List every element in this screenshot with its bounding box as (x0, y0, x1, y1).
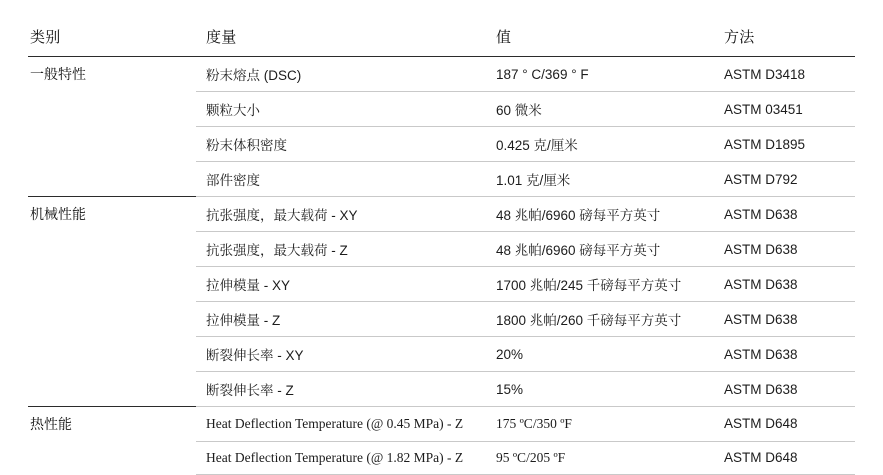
cell-measure: Heat Deflection Temperature (@ 1.82 MPa) - Z (196, 441, 486, 474)
cell-value: 95 ºC/205 ºF (486, 441, 714, 474)
cell-category (28, 337, 196, 372)
cell-method: ASTM D638 (714, 337, 855, 372)
column-header-category: 类别 (30, 29, 61, 46)
table-row (28, 302, 855, 337)
cell-measure: 粉末体积密度 (196, 127, 486, 162)
cell-measure: Heat Deflection Temperature (@ 0.45 MPa) - Z (196, 407, 486, 442)
cell-method: ASTM D638 (714, 302, 855, 337)
cell-method: ASTM 03451 (714, 92, 855, 127)
cell-value: 175 ºC/350 ºF (486, 407, 714, 442)
cell-method: ASTM D638 (714, 372, 855, 407)
cell-category (28, 267, 196, 302)
table-row (28, 372, 855, 407)
cell-method: ASTM D792 (714, 162, 855, 197)
table-row (28, 92, 855, 127)
cell-value: 1.01 克/厘米 (486, 162, 714, 197)
cell-measure: 粉末熔点 (DSC) (196, 57, 486, 92)
table-body (28, 57, 855, 475)
table-row (28, 127, 855, 162)
cell-category (28, 232, 196, 267)
cell-value: 1800 兆帕/260 千磅每平方英寸 (486, 302, 714, 337)
cell-method: ASTM D3418 (714, 57, 855, 92)
cell-value: 20% (486, 337, 714, 372)
cell-measure: 拉伸模量 - XY (196, 267, 486, 302)
table-header-row (28, 26, 855, 57)
cell-measure: 颗粒大小 (196, 92, 486, 127)
cell-value: 1700 兆帕/245 千磅每平方英寸 (486, 267, 714, 302)
cell-category (28, 127, 196, 162)
cell-category: 机械性能 (28, 197, 196, 232)
cell-value: 0.425 克/厘米 (486, 127, 714, 162)
table-row (28, 162, 855, 197)
table-row (28, 337, 855, 372)
table-header (28, 26, 855, 57)
cell-method: ASTM D638 (714, 267, 855, 302)
cell-category: 热性能 (28, 407, 196, 442)
cell-value: 48 兆帕/6960 磅每平方英寸 (486, 232, 714, 267)
cell-category: 一般特性 (28, 57, 196, 92)
cell-method: ASTM D638 (714, 197, 855, 232)
cell-measure: 断裂伸长率 - Z (196, 372, 486, 407)
table-row (28, 407, 855, 442)
cell-category (28, 302, 196, 337)
cell-value: 15% (486, 372, 714, 407)
cell-category (28, 441, 196, 474)
cell-measure: 抗张强度，最大载荷 - Z (196, 232, 486, 267)
cell-method: ASTM D648 (714, 407, 855, 442)
cell-measure: 拉伸模量 - Z (196, 302, 486, 337)
cell-measure: 部件密度 (196, 162, 486, 197)
cell-category (28, 162, 196, 197)
cell-method: ASTM D1895 (714, 127, 855, 162)
cell-measure: 断裂伸长率 - XY (196, 337, 486, 372)
table-row (28, 232, 855, 267)
table-row (28, 267, 855, 302)
cell-measure: 抗张强度，最大载荷 - XY (196, 197, 486, 232)
column-header-measure: 度量 (206, 29, 237, 46)
cell-method: ASTM D648 (714, 441, 855, 474)
cell-method: ASTM D638 (714, 232, 855, 267)
cell-value: 48 兆帕/6960 磅每平方英寸 (486, 197, 714, 232)
table-row (28, 57, 855, 92)
material-properties-table (28, 26, 855, 475)
cell-value: 60 微米 (486, 92, 714, 127)
cell-category (28, 372, 196, 407)
cell-value: 187 ° C/369 ° F (486, 57, 714, 92)
column-header-value: 值 (496, 29, 512, 46)
table-row (28, 197, 855, 232)
column-header-method: 方法 (724, 29, 755, 46)
table-row (28, 441, 855, 474)
cell-category (28, 92, 196, 127)
